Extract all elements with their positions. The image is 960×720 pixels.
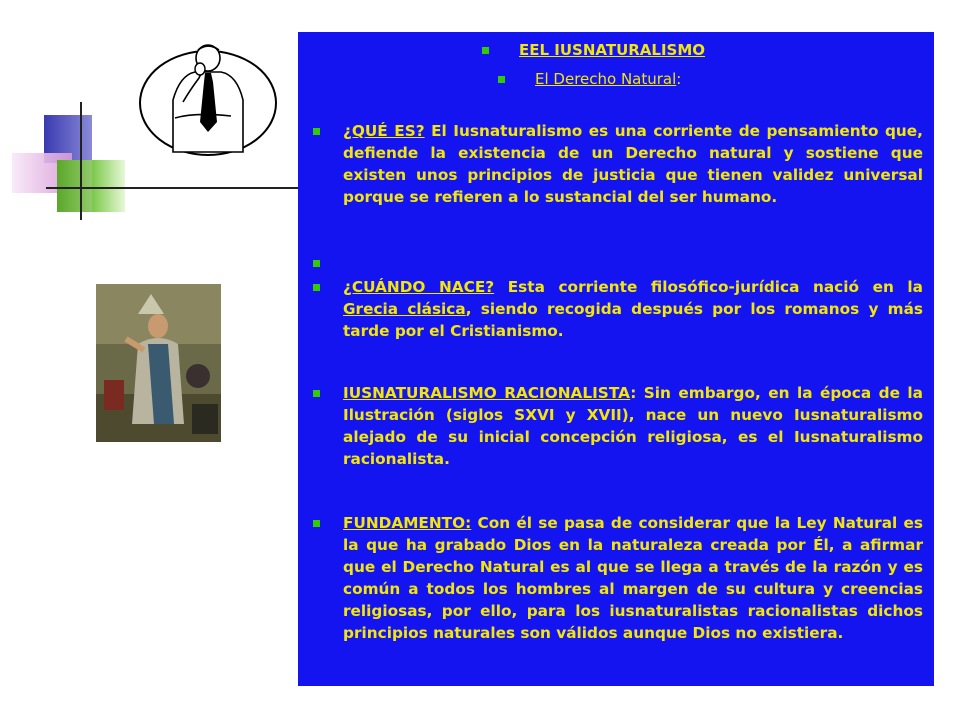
grecia-clasica-link[interactable]: Grecia clásica xyxy=(343,300,466,318)
section-text: Sin embargo, en la época de la Ilustración (siglos SXVI y XVII), nace un nuevo Iusnaturalismo alejado de su inicial concepción religiosa, es el Iusnaturalismo racionalista. xyxy=(343,384,923,468)
section-que-es xyxy=(343,120,923,208)
bullet-marker xyxy=(313,284,320,291)
thinker-sketch-image xyxy=(135,40,300,158)
slide-subtitle xyxy=(535,69,681,89)
bullet-marker xyxy=(313,520,320,527)
section-text: Con él se pasa de considerar que la Ley Natural es la que ha grabado Dios en la naturaleza creada por Él, a afirmar que el Derecho Natural es al que se llega a través de la razón y es común a todos los hombres al margen de su cultura y creencias religiosas, por ello, para los iusnaturalistas racionalistas dichos principios naturales son válidos aunque Dios no existiera. xyxy=(343,514,923,642)
bullet-marker xyxy=(313,128,320,135)
section-label: ¿CUÁNDO NACE? xyxy=(343,278,495,296)
section-label: FUNDAMENTO: xyxy=(343,514,472,532)
section-label: IUSNATURALISMO RACIONALISTA xyxy=(343,384,631,402)
section-fundamento xyxy=(343,512,923,644)
bullet-marker xyxy=(482,47,489,54)
section-text: El Iusnaturalismo es una corriente de pensamiento que, defiende la existencia de un Derecho natural y sostiene que existen unos principios de justicia que tienen validez universal porque se refieren a lo sustancial del ser humano. xyxy=(343,122,923,206)
bullet-marker xyxy=(313,390,320,397)
subtitle-link[interactable]: El Derecho Natural xyxy=(535,70,677,88)
decor-horizontal-line xyxy=(46,187,298,189)
content-panel xyxy=(298,32,934,686)
decor-vertical-line xyxy=(80,102,82,220)
section-text: Esta corriente filosófico-jurídica nació en la xyxy=(494,278,923,296)
section-text: , siendo recogida después por los romanos y más tarde por el Cristianismo. xyxy=(343,300,924,340)
decor-square-green-light xyxy=(92,160,125,212)
section-cuando-nace xyxy=(343,276,923,342)
section-label: ¿QUÉ ES? xyxy=(343,122,425,140)
subtitle-suffix: : xyxy=(676,70,682,88)
section-iusnaturalismo-racionalista xyxy=(343,382,923,470)
classical-philosopher-image xyxy=(96,284,221,442)
bullet-marker-empty xyxy=(313,260,320,267)
slide-title: EEL IUSNATURALISMO xyxy=(519,41,706,59)
bullet-marker xyxy=(498,76,505,83)
label-suffix: : xyxy=(630,384,637,402)
